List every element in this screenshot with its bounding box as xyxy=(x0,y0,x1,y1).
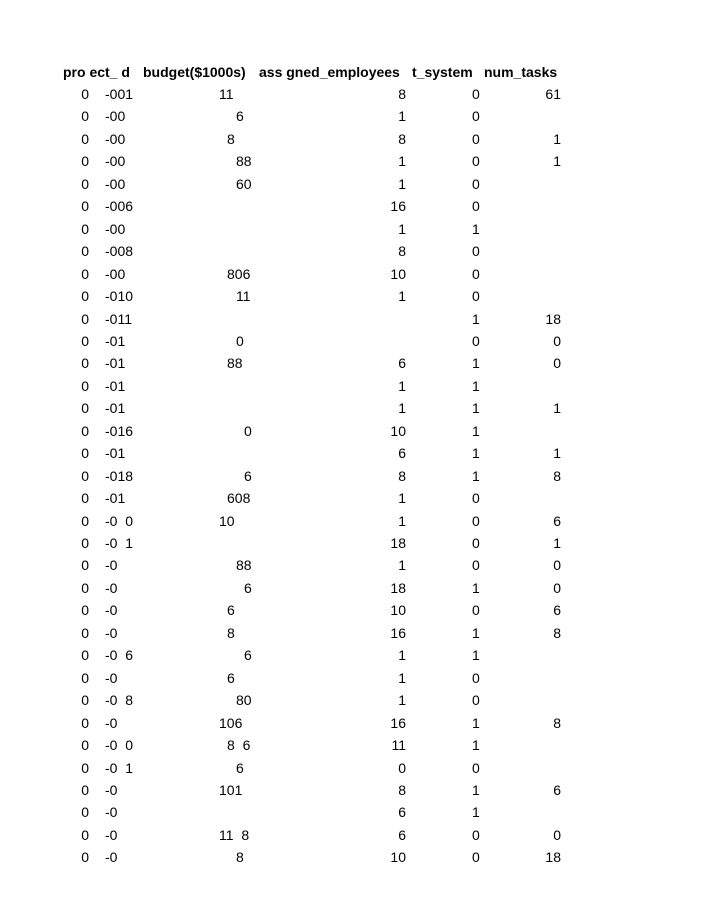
cell-budget: 6 xyxy=(244,468,252,484)
cell-assigned-employees: 8 xyxy=(398,782,406,798)
cell-assigned-employees: 18 xyxy=(390,580,406,596)
cell-project-id: -01 xyxy=(105,378,126,394)
cell-assigned-employees: 16 xyxy=(390,625,406,641)
cell-assigned-employees: 1 xyxy=(398,378,406,394)
cell-project-prefix: 0 xyxy=(81,288,89,304)
cell-system: 1 xyxy=(472,715,480,731)
cell-project-id: -0 xyxy=(105,580,118,596)
cell-system: 0 xyxy=(472,513,480,529)
cell-budget: 608 xyxy=(227,490,251,506)
cell-num-tasks: 8 xyxy=(553,715,561,731)
cell-budget: 8 6 xyxy=(227,737,251,753)
cell-project-id: -010 xyxy=(105,288,134,304)
cell-assigned-employees: 1 xyxy=(398,513,406,529)
cell-budget: 88 xyxy=(236,557,252,573)
cell-project-id: -00 xyxy=(105,176,126,192)
cell-project-id: -0 xyxy=(105,804,118,820)
cell-project-id: -0 xyxy=(105,849,118,865)
cell-assigned-employees: 16 xyxy=(390,198,406,214)
cell-project-id: -008 xyxy=(105,243,134,259)
cell-project-id: -0 xyxy=(105,827,118,843)
cell-project-id: -0 xyxy=(105,602,118,618)
cell-budget: 0 xyxy=(236,333,244,349)
header-project-id: pro ect_ d xyxy=(63,64,130,80)
cell-num-tasks: 0 xyxy=(553,333,561,349)
cell-system: 1 xyxy=(472,423,480,439)
cell-project-id: -0 1 xyxy=(105,760,134,776)
cell-project-prefix: 0 xyxy=(81,243,89,259)
cell-project-id: -00 xyxy=(105,266,126,282)
cell-assigned-employees: 8 xyxy=(398,131,406,147)
cell-project-prefix: 0 xyxy=(81,715,89,731)
cell-project-prefix: 0 xyxy=(81,557,89,573)
cell-project-prefix: 0 xyxy=(81,849,89,865)
cell-system: 1 xyxy=(472,311,480,327)
cell-project-id: -018 xyxy=(105,468,134,484)
header-num-tasks: num_tasks xyxy=(484,64,558,80)
cell-assigned-employees: 1 xyxy=(398,400,406,416)
cell-num-tasks: 0 xyxy=(553,827,561,843)
cell-project-prefix: 0 xyxy=(81,782,89,798)
cell-system: 0 xyxy=(472,557,480,573)
cell-project-id: -01 xyxy=(105,333,126,349)
cell-budget: 11 xyxy=(219,86,234,102)
cell-project-prefix: 0 xyxy=(81,86,89,102)
cell-project-prefix: 0 xyxy=(81,311,89,327)
cell-num-tasks: 18 xyxy=(545,311,561,327)
cell-system: 0 xyxy=(472,602,480,618)
cell-assigned-employees: 1 xyxy=(398,692,406,708)
cell-num-tasks: 1 xyxy=(553,153,561,169)
cell-project-prefix: 0 xyxy=(81,131,89,147)
cell-budget: 60 xyxy=(236,176,252,192)
cell-system: 1 xyxy=(472,468,480,484)
cell-system: 0 xyxy=(472,198,480,214)
cell-project-prefix: 0 xyxy=(81,580,89,596)
cell-system: 1 xyxy=(472,400,480,416)
cell-num-tasks: 8 xyxy=(553,468,561,484)
cell-system: 1 xyxy=(472,445,480,461)
cell-budget: 6 xyxy=(236,108,244,124)
cell-assigned-employees: 1 xyxy=(398,221,406,237)
cell-system: 0 xyxy=(472,670,480,686)
cell-project-id: -0 xyxy=(105,715,118,731)
cell-project-prefix: 0 xyxy=(81,266,89,282)
cell-assigned-employees: 10 xyxy=(390,602,406,618)
cell-assigned-employees: 10 xyxy=(390,266,406,282)
cell-project-id: -00 xyxy=(105,153,126,169)
cell-project-id: -016 xyxy=(105,423,134,439)
cell-budget: 6 xyxy=(236,760,244,776)
cell-project-prefix: 0 xyxy=(81,535,89,551)
cell-budget: 0 xyxy=(244,423,252,439)
header-budget: budget($1000s) xyxy=(143,64,246,80)
cell-project-prefix: 0 xyxy=(81,602,89,618)
cell-project-id: -0 1 xyxy=(105,535,134,551)
cell-project-id: -00 xyxy=(105,131,126,147)
cell-project-prefix: 0 xyxy=(81,176,89,192)
cell-system: 1 xyxy=(472,647,480,663)
cell-system: 1 xyxy=(472,625,480,641)
cell-system: 0 xyxy=(472,692,480,708)
cell-project-prefix: 0 xyxy=(81,333,89,349)
cell-project-id: -006 xyxy=(105,198,134,214)
cell-assigned-employees: 1 xyxy=(398,288,406,304)
cell-project-prefix: 0 xyxy=(81,760,89,776)
cell-system: 0 xyxy=(472,535,480,551)
cell-num-tasks: 61 xyxy=(545,86,561,102)
cell-assigned-employees: 6 xyxy=(398,804,406,820)
cell-project-prefix: 0 xyxy=(81,670,89,686)
cell-assigned-employees: 6 xyxy=(398,827,406,843)
cell-project-id: -01 xyxy=(105,355,126,371)
cell-project-prefix: 0 xyxy=(81,827,89,843)
cell-project-id: -0 xyxy=(105,557,118,573)
cell-project-id: -00 xyxy=(105,221,126,237)
cell-budget: 6 xyxy=(244,580,252,596)
cell-project-id: -0 0 xyxy=(105,513,134,529)
cell-assigned-employees: 6 xyxy=(398,355,406,371)
cell-num-tasks: 6 xyxy=(553,602,561,618)
cell-budget: 6 xyxy=(227,602,235,618)
cell-budget: 101 xyxy=(219,782,243,798)
cell-system: 0 xyxy=(472,849,480,865)
cell-assigned-employees: 6 xyxy=(398,445,406,461)
cell-num-tasks: 1 xyxy=(553,535,561,551)
cell-assigned-employees: 1 xyxy=(398,557,406,573)
cell-system: 0 xyxy=(472,108,480,124)
cell-system: 0 xyxy=(472,176,480,192)
cell-system: 0 xyxy=(472,266,480,282)
cell-project-prefix: 0 xyxy=(81,490,89,506)
cell-budget: 8 xyxy=(227,625,235,641)
cell-budget: 106 xyxy=(219,715,243,731)
cell-system: 0 xyxy=(472,760,480,776)
cell-project-id: -0 xyxy=(105,670,118,686)
cell-num-tasks: 0 xyxy=(553,355,561,371)
cell-assigned-employees: 11 xyxy=(391,737,406,753)
cell-project-prefix: 0 xyxy=(81,647,89,663)
cell-project-prefix: 0 xyxy=(81,423,89,439)
header-system: t_system xyxy=(412,64,473,80)
cell-project-id: -0 6 xyxy=(105,647,134,663)
cell-num-tasks: 1 xyxy=(553,131,561,147)
cell-project-prefix: 0 xyxy=(81,445,89,461)
cell-project-prefix: 0 xyxy=(81,692,89,708)
cell-budget: 8 xyxy=(236,849,244,865)
cell-assigned-employees: 1 xyxy=(398,153,406,169)
cell-project-id: -0 xyxy=(105,782,118,798)
cell-project-id: -0 xyxy=(105,625,118,641)
cell-assigned-employees: 8 xyxy=(398,86,406,102)
cell-num-tasks: 8 xyxy=(553,625,561,641)
cell-project-prefix: 0 xyxy=(81,198,89,214)
cell-project-prefix: 0 xyxy=(81,625,89,641)
cell-assigned-employees: 1 xyxy=(398,176,406,192)
cell-project-prefix: 0 xyxy=(81,400,89,416)
cell-project-id: -0 8 xyxy=(105,692,134,708)
cell-assigned-employees: 1 xyxy=(398,108,406,124)
cell-system: 0 xyxy=(472,333,480,349)
cell-assigned-employees: 16 xyxy=(390,715,406,731)
cell-project-id: -001 xyxy=(105,86,134,102)
cell-system: 1 xyxy=(472,580,480,596)
cell-assigned-employees: 8 xyxy=(398,243,406,259)
cell-num-tasks: 0 xyxy=(553,557,561,573)
cell-system: 0 xyxy=(472,490,480,506)
cell-num-tasks: 0 xyxy=(553,580,561,596)
cell-assigned-employees: 10 xyxy=(390,423,406,439)
cell-assigned-employees: 1 xyxy=(398,647,406,663)
cell-budget: 11 xyxy=(236,288,251,304)
cell-budget: 88 xyxy=(236,153,252,169)
cell-project-prefix: 0 xyxy=(81,804,89,820)
cell-project-prefix: 0 xyxy=(81,378,89,394)
cell-project-id: -01 xyxy=(105,445,126,461)
cell-num-tasks: 6 xyxy=(553,513,561,529)
cell-system: 1 xyxy=(472,804,480,820)
cell-system: 0 xyxy=(472,288,480,304)
cell-system: 1 xyxy=(472,737,480,753)
cell-project-prefix: 0 xyxy=(81,221,89,237)
cell-num-tasks: 1 xyxy=(553,445,561,461)
cell-budget: 88 xyxy=(227,355,243,371)
cell-system: 0 xyxy=(472,131,480,147)
cell-project-id: -0 0 xyxy=(105,737,134,753)
cell-num-tasks: 18 xyxy=(545,849,561,865)
cell-budget: 80 xyxy=(236,692,252,708)
cell-assigned-employees: 1 xyxy=(398,670,406,686)
cell-assigned-employees: 18 xyxy=(390,535,406,551)
cell-system: 0 xyxy=(472,153,480,169)
cell-system: 0 xyxy=(472,827,480,843)
cell-system: 1 xyxy=(472,355,480,371)
cell-project-prefix: 0 xyxy=(81,468,89,484)
cell-project-prefix: 0 xyxy=(81,513,89,529)
cell-assigned-employees: 1 xyxy=(398,490,406,506)
cell-project-id: -01 xyxy=(105,400,126,416)
cell-budget: 10 xyxy=(219,513,235,529)
cell-project-id: -00 xyxy=(105,108,126,124)
cell-assigned-employees: 10 xyxy=(390,849,406,865)
cell-num-tasks: 6 xyxy=(553,782,561,798)
cell-system: 0 xyxy=(472,243,480,259)
cell-budget: 11 8 xyxy=(219,827,250,843)
cell-num-tasks: 1 xyxy=(553,400,561,416)
cell-project-id: -011 xyxy=(105,311,132,327)
cell-budget: 6 xyxy=(244,647,252,663)
cell-budget: 806 xyxy=(227,266,251,282)
cell-system: 1 xyxy=(472,221,480,237)
cell-budget: 8 xyxy=(227,131,235,147)
header-assigned-employees: ass gned_employees xyxy=(259,64,400,80)
cell-system: 0 xyxy=(472,86,480,102)
cell-project-prefix: 0 xyxy=(81,737,89,753)
cell-project-prefix: 0 xyxy=(81,355,89,371)
cell-project-prefix: 0 xyxy=(81,153,89,169)
cell-system: 1 xyxy=(472,378,480,394)
cell-assigned-employees: 0 xyxy=(398,760,406,776)
cell-system: 1 xyxy=(472,782,480,798)
cell-project-prefix: 0 xyxy=(81,108,89,124)
cell-project-id: -01 xyxy=(105,490,126,506)
cell-budget: 6 xyxy=(227,670,235,686)
cell-assigned-employees: 8 xyxy=(398,468,406,484)
